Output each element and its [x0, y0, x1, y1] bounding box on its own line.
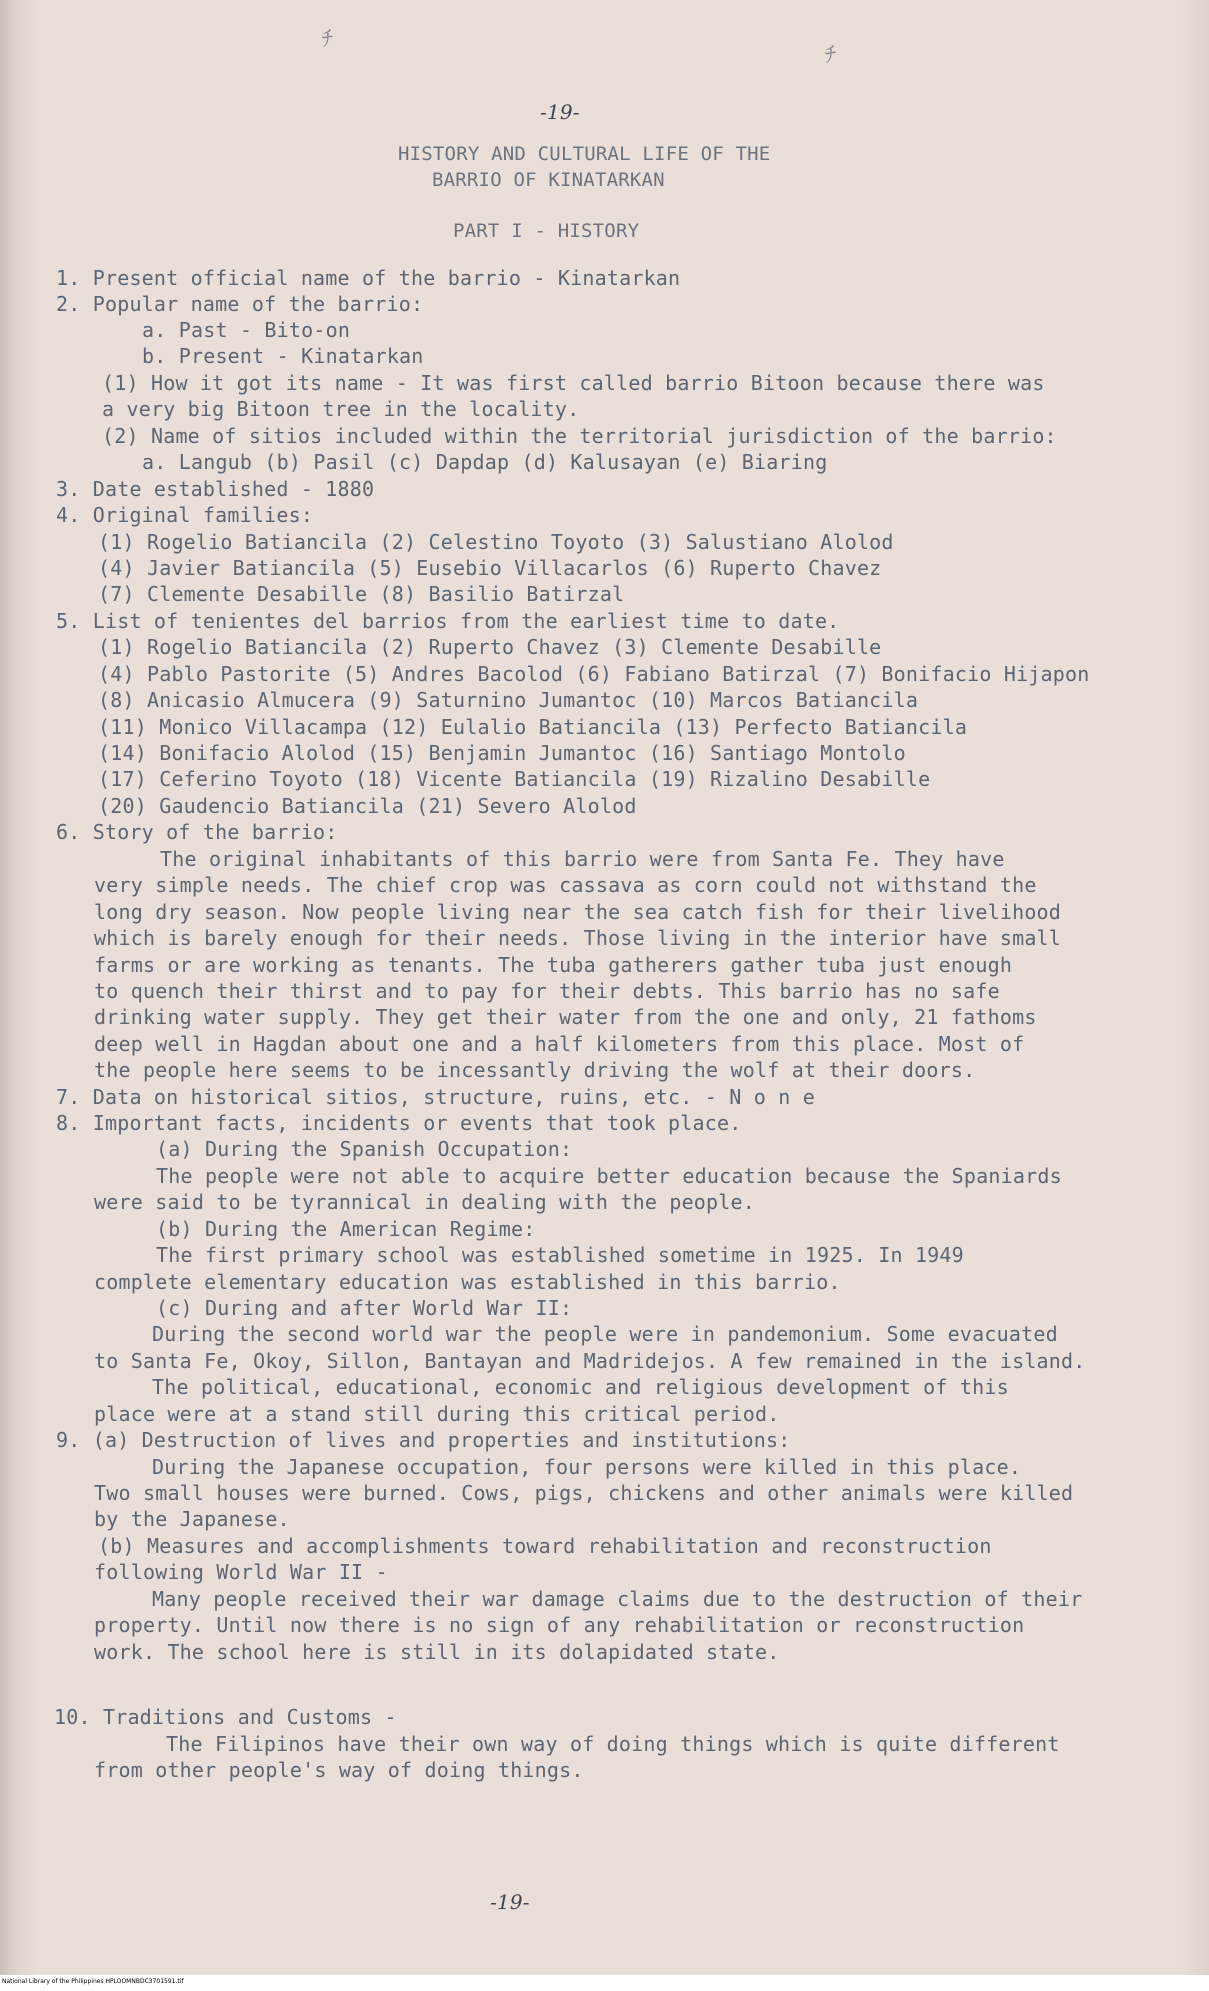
- text-line: a very big Bitoon tree in the locality.: [102, 397, 580, 421]
- text-line: farms or are working as tenants. The tuba gatherers gather tuba just enough: [94, 953, 1013, 977]
- text-line: b. Present - Kinatarkan: [142, 344, 424, 368]
- text-line: a. Langub (b) Pasil (c) Dapdap (d) Kalusayan (e) Biaring: [142, 450, 828, 474]
- text-line: (14) Bonifacio Alolod (15) Benjamin Jumantoc (16) Santiago Montolo: [98, 741, 906, 765]
- text-line: to quench their thirst and to pay for their debts. This barrio has no safe: [94, 979, 1000, 1003]
- text-line: (8) Anicasio Almucera (9) Saturnino Jumantoc (10) Marcos Batiancila: [98, 688, 919, 712]
- text-line: The Filipinos have their own way of doing things which is quite different: [166, 1732, 1060, 1756]
- text-line: The first primary school was established sometime in 1925. In 1949: [156, 1243, 964, 1267]
- text-line: to Santa Fe, Okoy, Sillon, Bantayan and Madridejos. A few remained in the island.: [94, 1349, 1086, 1373]
- text-line: very simple needs. The chief crop was cassava as corn could not withstand the: [94, 873, 1037, 897]
- text-line: the people here seems to be incessantly driving the wolf at their doors.: [94, 1058, 976, 1082]
- archive-footer: National Library of the Philippines HPLOOMNBDC3701591.tif: [2, 1978, 184, 1985]
- text-line: During the Japanese occupation, four persons were killed in this place.: [152, 1455, 1022, 1479]
- text-line: During the second world war the people were in pandemonium. Some evacuated: [152, 1322, 1058, 1346]
- text-line: which is barely enough for their needs. Those living in the interior have small: [94, 926, 1062, 950]
- punch-mark-left: ﾁ: [322, 27, 334, 52]
- text-line: 4. Original families:: [56, 503, 314, 527]
- text-line: by the Japanese.: [94, 1507, 290, 1531]
- text-line: (c) During and after World War II:: [156, 1296, 573, 1320]
- page-number-bottom: -19-: [490, 1890, 530, 1914]
- text-line: (11) Monico Villacampa (12) Eulalio Batiancila (13) Perfecto Batiancila: [98, 715, 968, 739]
- text-line: were said to be tyrannical in dealing with the people.: [94, 1190, 756, 1214]
- text-line: (a) During the Spanish Occupation:: [156, 1137, 573, 1161]
- text-line: complete elementary education was established in this barrio.: [94, 1270, 841, 1294]
- text-line: a. Past - Bito-on: [142, 318, 351, 342]
- text-line: drinking water supply. They get their water from the one and only, 21 fathoms: [94, 1005, 1037, 1029]
- text-line: (b) Measures and accomplishments toward rehabilitation and reconstruction: [98, 1534, 992, 1558]
- text-line: long dry season. Now people living near the sea catch fish for their livelihood: [94, 900, 1062, 924]
- document-title-line-1: HISTORY AND CULTURAL LIFE OF THE: [398, 143, 771, 165]
- text-line: property. Until now there is no sign of any rehabilitation or reconstruction: [94, 1613, 1025, 1637]
- text-line: (17) Ceferino Toyoto (18) Vicente Batiancila (19) Rizalino Desabille: [98, 767, 931, 791]
- text-line: (1) How it got its name - It was first called barrio Bitoon because there was: [102, 371, 1045, 395]
- text-line: 7. Data on historical sitios, structure, ruins, etc. - N o n e: [56, 1085, 815, 1109]
- text-line: The original inhabitants of this barrio were from Santa Fe. They have: [160, 847, 1005, 871]
- text-line: deep well in Hagdan about one and a half kilometers from this place. Most of: [94, 1032, 1025, 1056]
- text-line: The political, educational, economic and religious development of this: [152, 1375, 1009, 1399]
- text-line: (1) Rogelio Batiancila (2) Ruperto Chavez (3) Clemente Desabille: [98, 635, 882, 659]
- text-line: (b) During the American Regime:: [156, 1217, 536, 1241]
- text-line: place were at a stand still during this critical period.: [94, 1402, 780, 1426]
- text-line: Two small houses were burned. Cows, pigs, chickens and other animals were killed: [94, 1481, 1074, 1505]
- text-line: (7) Clemente Desabille (8) Basilio Batirzal: [98, 582, 625, 606]
- text-line: (4) Pablo Pastorite (5) Andres Bacolod (6) Fabiano Batirzal (7) Bonifacio Hijapon: [98, 662, 1090, 686]
- text-line: (1) Rogelio Batiancila (2) Celestino Toyoto (3) Salustiano Alolod: [98, 530, 894, 554]
- text-line: 2. Popular name of the barrio:: [56, 292, 424, 316]
- document-title-line-2: BARRIO OF KINATARKAN: [432, 169, 665, 191]
- text-line: Many people received their war damage claims due to the destruction of their: [152, 1587, 1083, 1611]
- page-number-top: -19-: [540, 100, 580, 124]
- part-heading: PART I - HISTORY: [453, 220, 640, 242]
- text-line: 6. Story of the barrio:: [56, 820, 338, 844]
- punch-mark-right: ﾁ: [825, 43, 837, 68]
- text-line: (20) Gaudencio Batiancila (21) Severo Alolod: [98, 794, 637, 818]
- text-line: The people were not able to acquire better education because the Spaniards: [156, 1164, 1062, 1188]
- text-line: 10. Traditions and Customs -: [54, 1705, 397, 1729]
- text-line: (4) Javier Batiancila (5) Eusebio Villacarlos (6) Ruperto Chavez: [98, 556, 882, 580]
- text-line: 9. (a) Destruction of lives and properties and institutions:: [56, 1428, 791, 1452]
- text-line: 5. List of tenientes del barrios from the earliest time to date.: [56, 609, 840, 633]
- text-line: 8. Important facts, incidents or events that took place.: [56, 1111, 742, 1135]
- text-line: (2) Name of sitios included within the territorial jurisdiction of the barrio:: [102, 424, 1057, 448]
- text-line: from other people's way of doing things.: [94, 1758, 584, 1782]
- text-line: 1. Present official name of the barrio - Kinatarkan: [56, 266, 681, 290]
- text-line: work. The school here is still in its dolapidated state.: [94, 1640, 780, 1664]
- text-line: 3. Date established - 1880: [56, 477, 375, 501]
- text-line: following World War II -: [94, 1560, 388, 1584]
